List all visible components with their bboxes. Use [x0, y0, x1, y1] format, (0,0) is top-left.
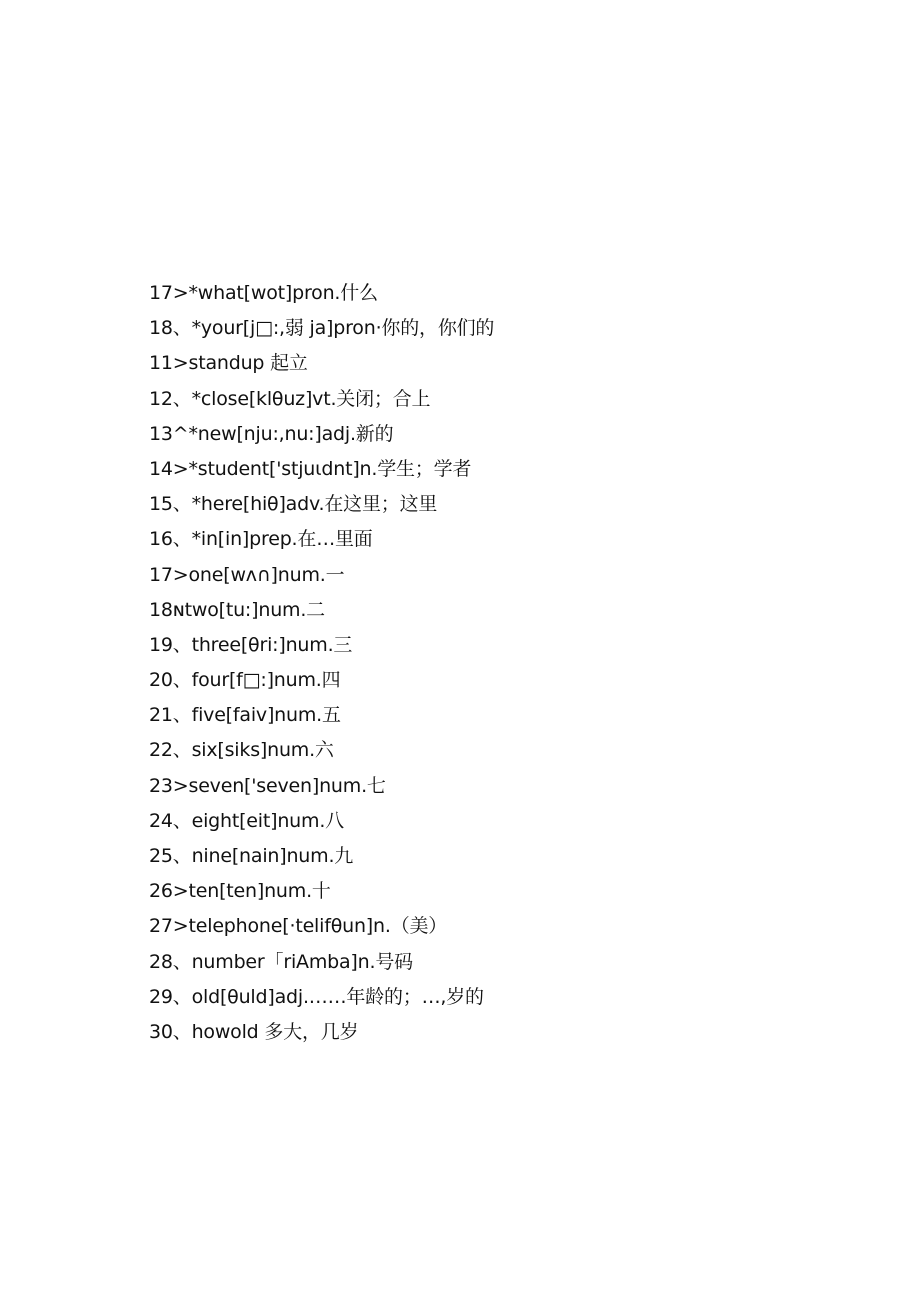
vocab-line-three: 19、three[θri:]num.三 — [149, 633, 353, 656]
vocab-line-what: 17>*what[wot]pron.什么 — [149, 282, 378, 304]
vocab-line-close: 12、*close[klθuz]vt.关闭；合上 — [149, 387, 431, 410]
vocab-line-two: 18ɴtwo[tu:]num.二 — [149, 598, 325, 621]
vocab-line-your: 18、*your[j□:,弱 ja]pron·你的，你们的 — [149, 317, 495, 340]
vocab-line-ten: 26>ten[ten]num.十 — [149, 880, 331, 903]
vocab-line-seven: 23>seven['seven]num.七 — [149, 774, 386, 797]
vocab-line-in: 16、*in[in]prep.在…里面 — [149, 528, 373, 551]
vocab-line-one: 17>one[wʌ∩]num.一 — [149, 563, 345, 586]
vocab-line-five: 21、five[faiv]num.五 — [149, 704, 341, 727]
vocabulary-list — [149, 278, 494, 1052]
vocab-line-student: 14>*student['stjuιdnt]n.学生；学者 — [149, 457, 472, 480]
vocab-line-eight: 24、eight[eit]num.八 — [149, 809, 344, 832]
vocab-line-telephone: 27>telephone[·telifθun]n.（美） — [149, 915, 448, 938]
vocab-line-here: 15、*here[hiθ]adv.在这里；这里 — [149, 493, 438, 516]
vocab-line-number: 28、number「riAmba]n.号码 — [149, 950, 413, 973]
vocab-line-nine: 25、nine[nain]num.九 — [149, 845, 354, 867]
vocab-line-old: 29、old[θuld]adj.……年龄的；…,岁的 — [149, 985, 484, 1008]
vocab-line-six: 22、six[siks]num.六 — [149, 739, 334, 762]
vocab-line-four: 20、four[f□:]num.四 — [149, 669, 341, 692]
vocab-line-howold: 30、howold 多大，几岁 — [149, 1020, 359, 1043]
vocab-line-new: 13^*new[nju:,nu:]adj.新的 — [149, 422, 394, 445]
vocab-line-standup: 11>standup 起立 — [149, 352, 308, 375]
